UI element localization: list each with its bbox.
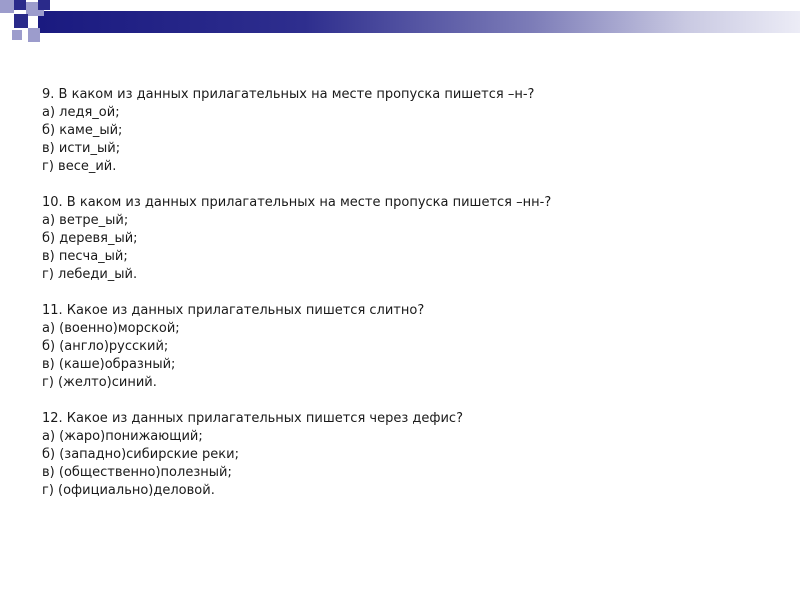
decorative-square: [38, 0, 50, 10]
answer-option: в) песча_ый;: [42, 249, 128, 264]
decorative-square: [12, 30, 22, 40]
answer-option: г) лебеди_ый.: [42, 267, 138, 282]
question-12: [42, 410, 782, 500]
question-prompt: 10. В каком из данных прилагательных на месте пропуска пишется –нн-?: [42, 195, 552, 210]
decorative-square: [14, 0, 26, 10]
question-prompt: 11. Какое из данных прилагательных пишется слитно?: [42, 303, 425, 318]
question-11: [42, 302, 782, 392]
answer-option: г) (желто)синий.: [42, 375, 157, 390]
header-gradient-bar: [38, 11, 800, 33]
question-prompt: 12. Какое из данных прилагательных пишется через дефис?: [42, 411, 463, 426]
answer-option: а) ветре_ый;: [42, 213, 129, 228]
answer-option: г) (официально)деловой.: [42, 483, 215, 498]
answer-option: в) (общественно)полезный;: [42, 465, 232, 480]
answer-option: а) (военно)морской;: [42, 321, 180, 336]
answer-option: в) исти_ый;: [42, 141, 121, 156]
answer-option: г) весе_ий.: [42, 159, 117, 174]
answer-option: б) (западно)сибирские реки;: [42, 447, 239, 462]
question-10: [42, 194, 782, 284]
answer-option: в) (каше)образный;: [42, 357, 176, 372]
answer-option: б) (англо)русский;: [42, 339, 169, 354]
question-prompt: 9. В каком из данных прилагательных на месте пропуска пишется –н-?: [42, 87, 535, 102]
answer-option: б) деревя_ый;: [42, 231, 138, 246]
answer-option: а) ледя_ой;: [42, 105, 120, 120]
answer-option: а) (жаро)понижающий;: [42, 429, 203, 444]
decorative-square: [28, 28, 40, 42]
slide-content: [42, 86, 782, 518]
answer-option: б) каме_ый;: [42, 123, 123, 138]
question-9: [42, 86, 782, 176]
decorative-square: [0, 0, 14, 13]
decorative-square: [14, 14, 28, 28]
